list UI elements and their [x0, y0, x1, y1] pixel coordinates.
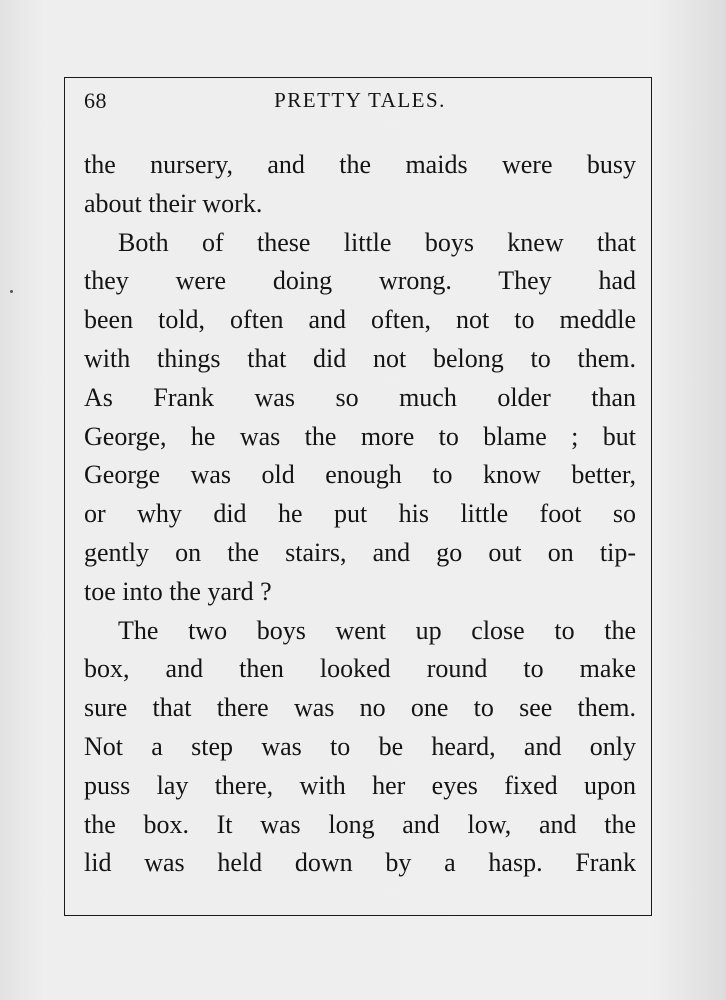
text-line: lid was held down by a hasp. Frank	[84, 848, 636, 878]
text-line: The two boys went up close to the	[118, 615, 636, 645]
text-line: Not a step was to be heard, and only	[84, 731, 636, 761]
text-line: they were doing wrong. They had	[84, 266, 636, 296]
text-line: puss lay there, with her eyes fixed upon	[84, 770, 636, 800]
text-line: sure that there was no one to see them.	[84, 693, 636, 723]
text-line: about their work.	[84, 188, 263, 218]
text-line: George was old enough to know better,	[84, 460, 636, 490]
text-line: George, he was the more to blame ; but	[84, 421, 636, 451]
page-number: 68	[84, 88, 107, 113]
text-line: or why did he put his little foot so	[84, 499, 636, 529]
text-line: Both of these little boys knew that	[118, 227, 636, 257]
text-line: gently on the stairs, and go out on tip-	[84, 537, 636, 567]
text-line: box, and then looked round to make	[84, 654, 636, 684]
text-line: been told, often and often, not to meddle	[84, 305, 636, 335]
text-line: the box. It was long and low, and the	[84, 809, 636, 839]
page-header	[84, 88, 636, 124]
text-line: toe into the yard ?	[84, 576, 272, 606]
text-line: As Frank was so much older than	[84, 382, 636, 412]
text-line: with things that did not belong to them.	[84, 343, 636, 373]
body-text	[84, 146, 636, 883]
running-title: PRETTY TALES.	[274, 88, 446, 112]
text-line: the nursery, and the maids were busy	[84, 150, 636, 179]
ink-speck	[10, 290, 13, 293]
